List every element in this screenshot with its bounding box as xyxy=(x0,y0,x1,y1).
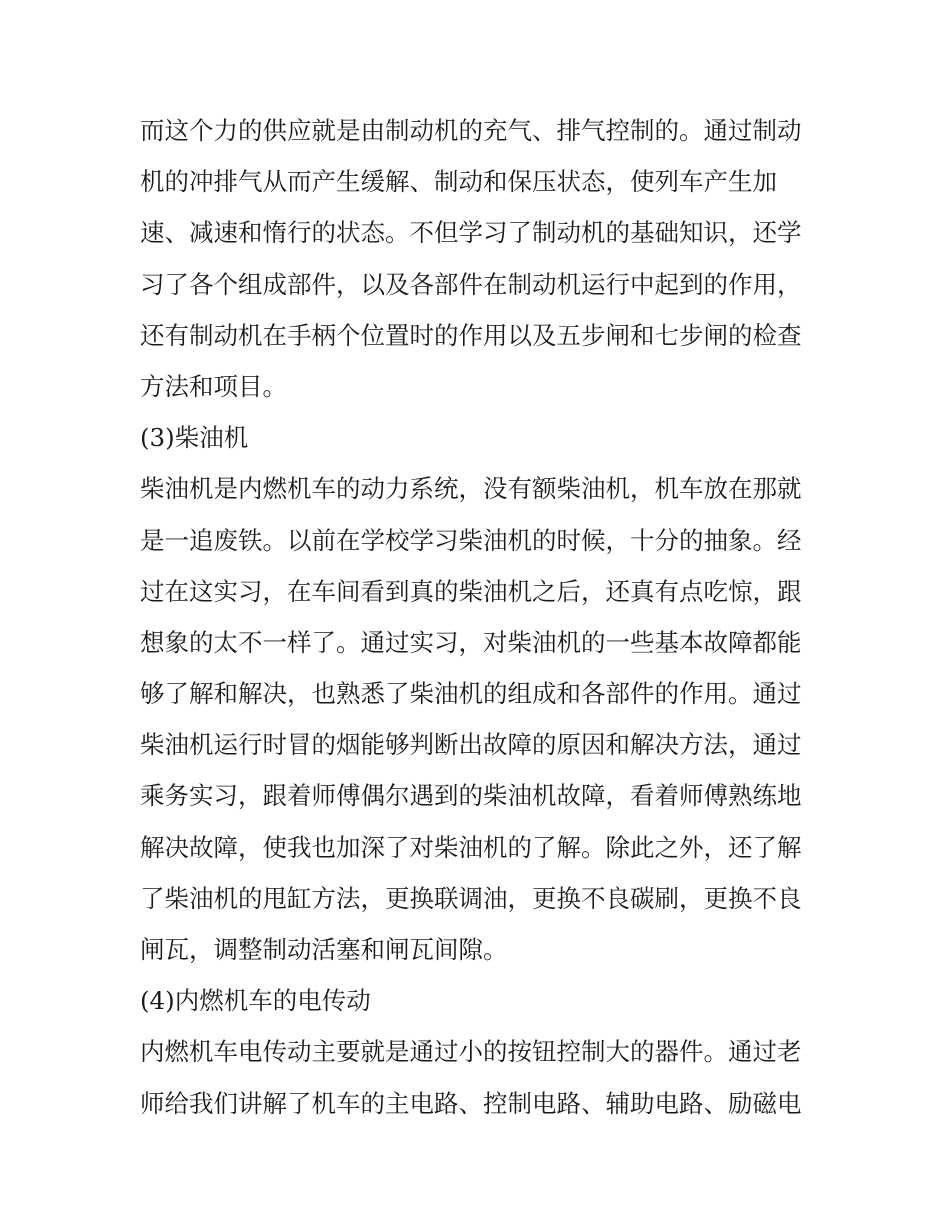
text-line: 机的冲排气从而产生缓解、制动和保压状态，使列车产生加 xyxy=(140,167,777,197)
text-line: 闸瓦，调整制动活塞和闸瓦间隙。 xyxy=(140,935,508,964)
text-line: 方法和项目。 xyxy=(140,371,287,401)
text-line: 想象的太不一样了。通过实习，对柴油机的一些基本故障都能 xyxy=(140,627,802,657)
text-line: 速、减速和惰行的状态。不但学习了制动机的基础知识，还学 xyxy=(140,218,802,248)
text-line: 柴油机是内燃机车的动力系统，没有额柴油机，机车放在那就 xyxy=(140,474,802,504)
body-text xyxy=(140,105,820,1129)
text-line: 师给我们讲解了机车的主电路、控制电路、辅助电路、励磁电 xyxy=(140,1088,802,1118)
text-line: 过在这实习，在车间看到真的柴油机之后，还真有点吃惊，跟 xyxy=(140,576,802,606)
text-line: 内燃机车电传动主要就是通过小的按钮控制大的器件。通过老 xyxy=(140,1037,802,1067)
text-line: 还有制动机在手柄个位置时的作用以及五步闸和七步闸的检查 xyxy=(140,320,802,350)
section-heading-diesel-engine: (3)柴油机 xyxy=(140,423,249,453)
text-line: 柴油机运行时冒的烟能够判断出故障的原因和解决方法，通过 xyxy=(140,730,802,760)
text-line: 够了解和解决，也熟悉了柴油机的组成和各部件的作用。通过 xyxy=(140,679,802,709)
text-line: 乘务实习，跟着师傅偶尔遇到的柴油机故障，看着师傅熟练地 xyxy=(140,781,802,811)
text-line: 而这个力的供应就是由制动机的充气、排气控制的。通过制动 xyxy=(140,116,802,145)
text-line: 解决故障，使我也加深了对柴油机的了解。除此之外，还了解 xyxy=(140,832,802,862)
text-line: 是一追废铁。以前在学校学习柴油机的时候，十分的抽象。经 xyxy=(140,525,802,555)
text-line: 了柴油机的甩缸方法，更换联调油，更换不良碳刷，更换不良 xyxy=(140,883,802,913)
text-line: 习了各个组成部件，以及各部件在制动机运行中起到的作用， xyxy=(140,269,802,299)
section-heading-electric-drive: (4)内燃机车的电传动 xyxy=(140,986,371,1016)
